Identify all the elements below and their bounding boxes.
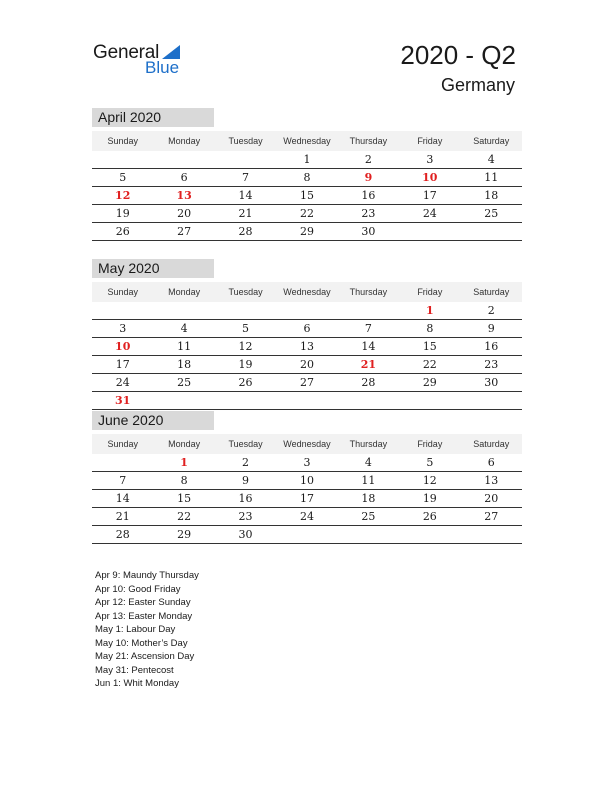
day-cell: 18 [177,358,192,371]
weekday-label: Friday [417,287,443,297]
holiday-day-cell: 1 [180,456,188,469]
week-row [92,454,522,472]
day-cell: 25 [177,376,192,389]
logo-triangle-icon [162,45,180,59]
day-cell: 1 [303,153,311,166]
holiday-day-cell: 10 [422,171,438,184]
weekday-label: Saturday [473,287,510,297]
day-cell: 30 [238,528,253,541]
holiday-list-item: May 21: Ascension Day [95,651,195,662]
weekday-label: Wednesday [283,136,331,146]
week-row [92,490,522,508]
day-cell: 21 [115,510,130,523]
week-row [92,187,522,205]
empty-day-cell [276,526,337,543]
day-cell: 19 [422,492,437,505]
weekday-label: Monday [168,439,201,449]
day-cell: 28 [115,528,130,541]
holiday-list-item: Jun 1: Whit Monday [95,678,179,689]
empty-day-cell [153,151,214,168]
day-cell: 11 [177,340,192,353]
weekday-label: Thursday [349,439,388,449]
day-cell: 5 [119,171,127,184]
holiday-day-cell: 12 [115,189,131,202]
week-row [92,508,522,526]
logo-text-general: General [93,42,160,63]
empty-day-cell [92,454,153,471]
day-cell: 9 [487,322,495,335]
day-cell: 5 [426,456,434,469]
weekday-header-row [92,434,522,454]
weekday-label: Wednesday [283,439,331,449]
weekday-label: Tuesday [228,439,263,449]
day-cell: 17 [115,358,130,371]
holiday-list-item: Apr 10: Good Friday [95,583,181,595]
day-cell: 23 [361,207,376,220]
week-row [92,472,522,490]
day-cell: 25 [361,510,376,523]
month-june [92,411,522,544]
day-cell: 3 [303,456,311,469]
month-title: May 2020 [92,259,214,278]
empty-day-cell [338,302,399,319]
day-cell: 14 [238,189,253,202]
logo-text-blue: Blue [145,58,180,77]
page-title: 2020 - Q2 [400,40,516,70]
week-row [92,374,522,392]
day-cell: 16 [361,189,376,202]
weekday-label: Friday [417,136,443,146]
empty-day-cell [461,526,522,543]
day-cell: 6 [303,322,311,335]
day-cell: 17 [422,189,437,202]
week-row [92,205,522,223]
day-cell: 28 [361,376,376,389]
day-cell: 7 [119,474,127,487]
holiday-day-cell: 13 [176,189,192,202]
weekday-label: Saturday [473,439,510,449]
holiday-day-cell: 9 [364,171,373,184]
empty-day-cell [92,151,153,168]
empty-day-cell [399,223,460,240]
weekday-label: Sunday [107,287,138,297]
day-cell: 25 [484,207,499,220]
day-cell: 14 [115,492,130,505]
day-cell: 11 [484,171,499,184]
month-may [92,259,522,410]
day-cell: 5 [242,322,250,335]
day-cell: 7 [364,322,372,335]
day-cell: 2 [487,304,495,317]
weekday-header-row [92,282,522,302]
holiday-day-cell: 1 [425,304,434,317]
holiday-day-cell: 10 [115,340,131,353]
day-cell: 8 [180,474,188,487]
week-row [92,356,522,374]
week-row [92,338,522,356]
day-cell: 18 [484,189,499,202]
week-row [92,526,522,544]
empty-day-cell [338,526,399,543]
day-cell: 28 [238,225,253,238]
day-cell: 6 [180,171,188,184]
day-cell: 12 [422,474,437,487]
day-cell: 15 [177,492,192,505]
weekday-label: Friday [417,439,443,449]
day-cell: 26 [422,510,437,523]
day-cell: 15 [422,340,437,353]
country-name: Germany [440,75,515,95]
day-cell: 7 [242,171,250,184]
day-cell: 16 [238,492,253,505]
generalblue-logo [93,40,203,80]
day-cell: 12 [238,340,253,353]
day-cell: 30 [361,225,376,238]
day-cell: 4 [487,153,495,166]
weekday-label: Wednesday [283,287,331,297]
day-cell: 22 [177,510,192,523]
weekday-label: Thursday [349,287,388,297]
day-cell: 18 [361,492,376,505]
day-cell: 22 [422,358,437,371]
holiday-list-item: Apr 13: Easter Monday [95,610,193,622]
weekday-label: Thursday [349,136,388,146]
weekday-label: Sunday [107,439,138,449]
day-cell: 24 [422,207,437,220]
holiday-list-item: Apr 12: Easter Sunday [95,597,191,608]
holiday-list-item: May 1: Labour Day [95,624,176,635]
week-row [92,320,522,338]
day-cell: 30 [484,376,499,389]
weekday-label: Tuesday [228,136,263,146]
weekday-header-row [92,131,522,151]
day-cell: 23 [238,510,253,523]
day-cell: 20 [484,492,499,505]
day-cell: 2 [242,456,250,469]
day-cell: 23 [484,358,499,371]
week-row [92,392,522,410]
day-cell: 8 [303,171,311,184]
day-cell: 16 [484,340,499,353]
day-cell: 26 [238,376,253,389]
weekday-label: Monday [168,287,201,297]
empty-day-cell [92,302,153,319]
day-cell: 13 [299,340,314,353]
holiday-list-item: May 31: Pentecost [95,664,174,676]
day-cell: 27 [177,225,192,238]
day-cell: 19 [238,358,253,371]
day-cell: 8 [426,322,434,335]
day-cell: 17 [299,492,314,505]
empty-day-cell [461,223,522,240]
week-row [92,151,522,169]
day-cell: 29 [299,225,314,238]
day-cell: 27 [484,510,499,523]
day-cell: 20 [299,358,314,371]
week-row [92,223,522,241]
day-cell: 24 [299,510,314,523]
holiday-list-item: Apr 9: Maundy Thursday [95,570,199,581]
month-title: April 2020 [92,108,214,127]
day-cell: 2 [364,153,372,166]
weekday-label: Saturday [473,136,510,146]
day-cell: 6 [487,456,495,469]
day-cell: 22 [299,207,314,220]
day-cell: 29 [177,528,192,541]
day-cell: 27 [299,376,314,389]
day-cell: 3 [119,322,127,335]
empty-day-cell [153,392,214,409]
empty-day-cell [461,392,522,409]
holiday-day-cell: 31 [115,394,131,407]
empty-day-cell [153,302,214,319]
empty-day-cell [215,392,276,409]
month-april [92,108,522,241]
empty-day-cell [399,526,460,543]
empty-day-cell [338,392,399,409]
day-cell: 24 [115,376,130,389]
day-cell: 10 [299,474,314,487]
weekday-label: Tuesday [228,287,263,297]
day-cell: 19 [115,207,130,220]
day-cell: 20 [177,207,192,220]
day-cell: 26 [115,225,130,238]
day-cell: 14 [361,340,376,353]
empty-day-cell [276,302,337,319]
day-cell: 15 [299,189,314,202]
week-row [92,169,522,187]
day-cell: 4 [364,456,372,469]
month-title: June 2020 [92,411,214,430]
weekday-label: Sunday [107,136,138,146]
empty-day-cell [276,392,337,409]
day-cell: 21 [238,207,253,220]
empty-day-cell [215,302,276,319]
holiday-list-item: May 10: Mother’s Day [95,637,188,649]
day-cell: 4 [180,322,188,335]
day-cell: 11 [361,474,376,487]
day-cell: 9 [242,474,250,487]
empty-day-cell [215,151,276,168]
holiday-day-cell: 21 [360,358,377,371]
day-cell: 29 [422,376,437,389]
holiday-list [95,569,199,691]
weekday-label: Monday [168,136,201,146]
empty-day-cell [399,392,460,409]
day-cell: 13 [484,474,499,487]
day-cell: 3 [426,153,434,166]
week-row [92,302,522,320]
